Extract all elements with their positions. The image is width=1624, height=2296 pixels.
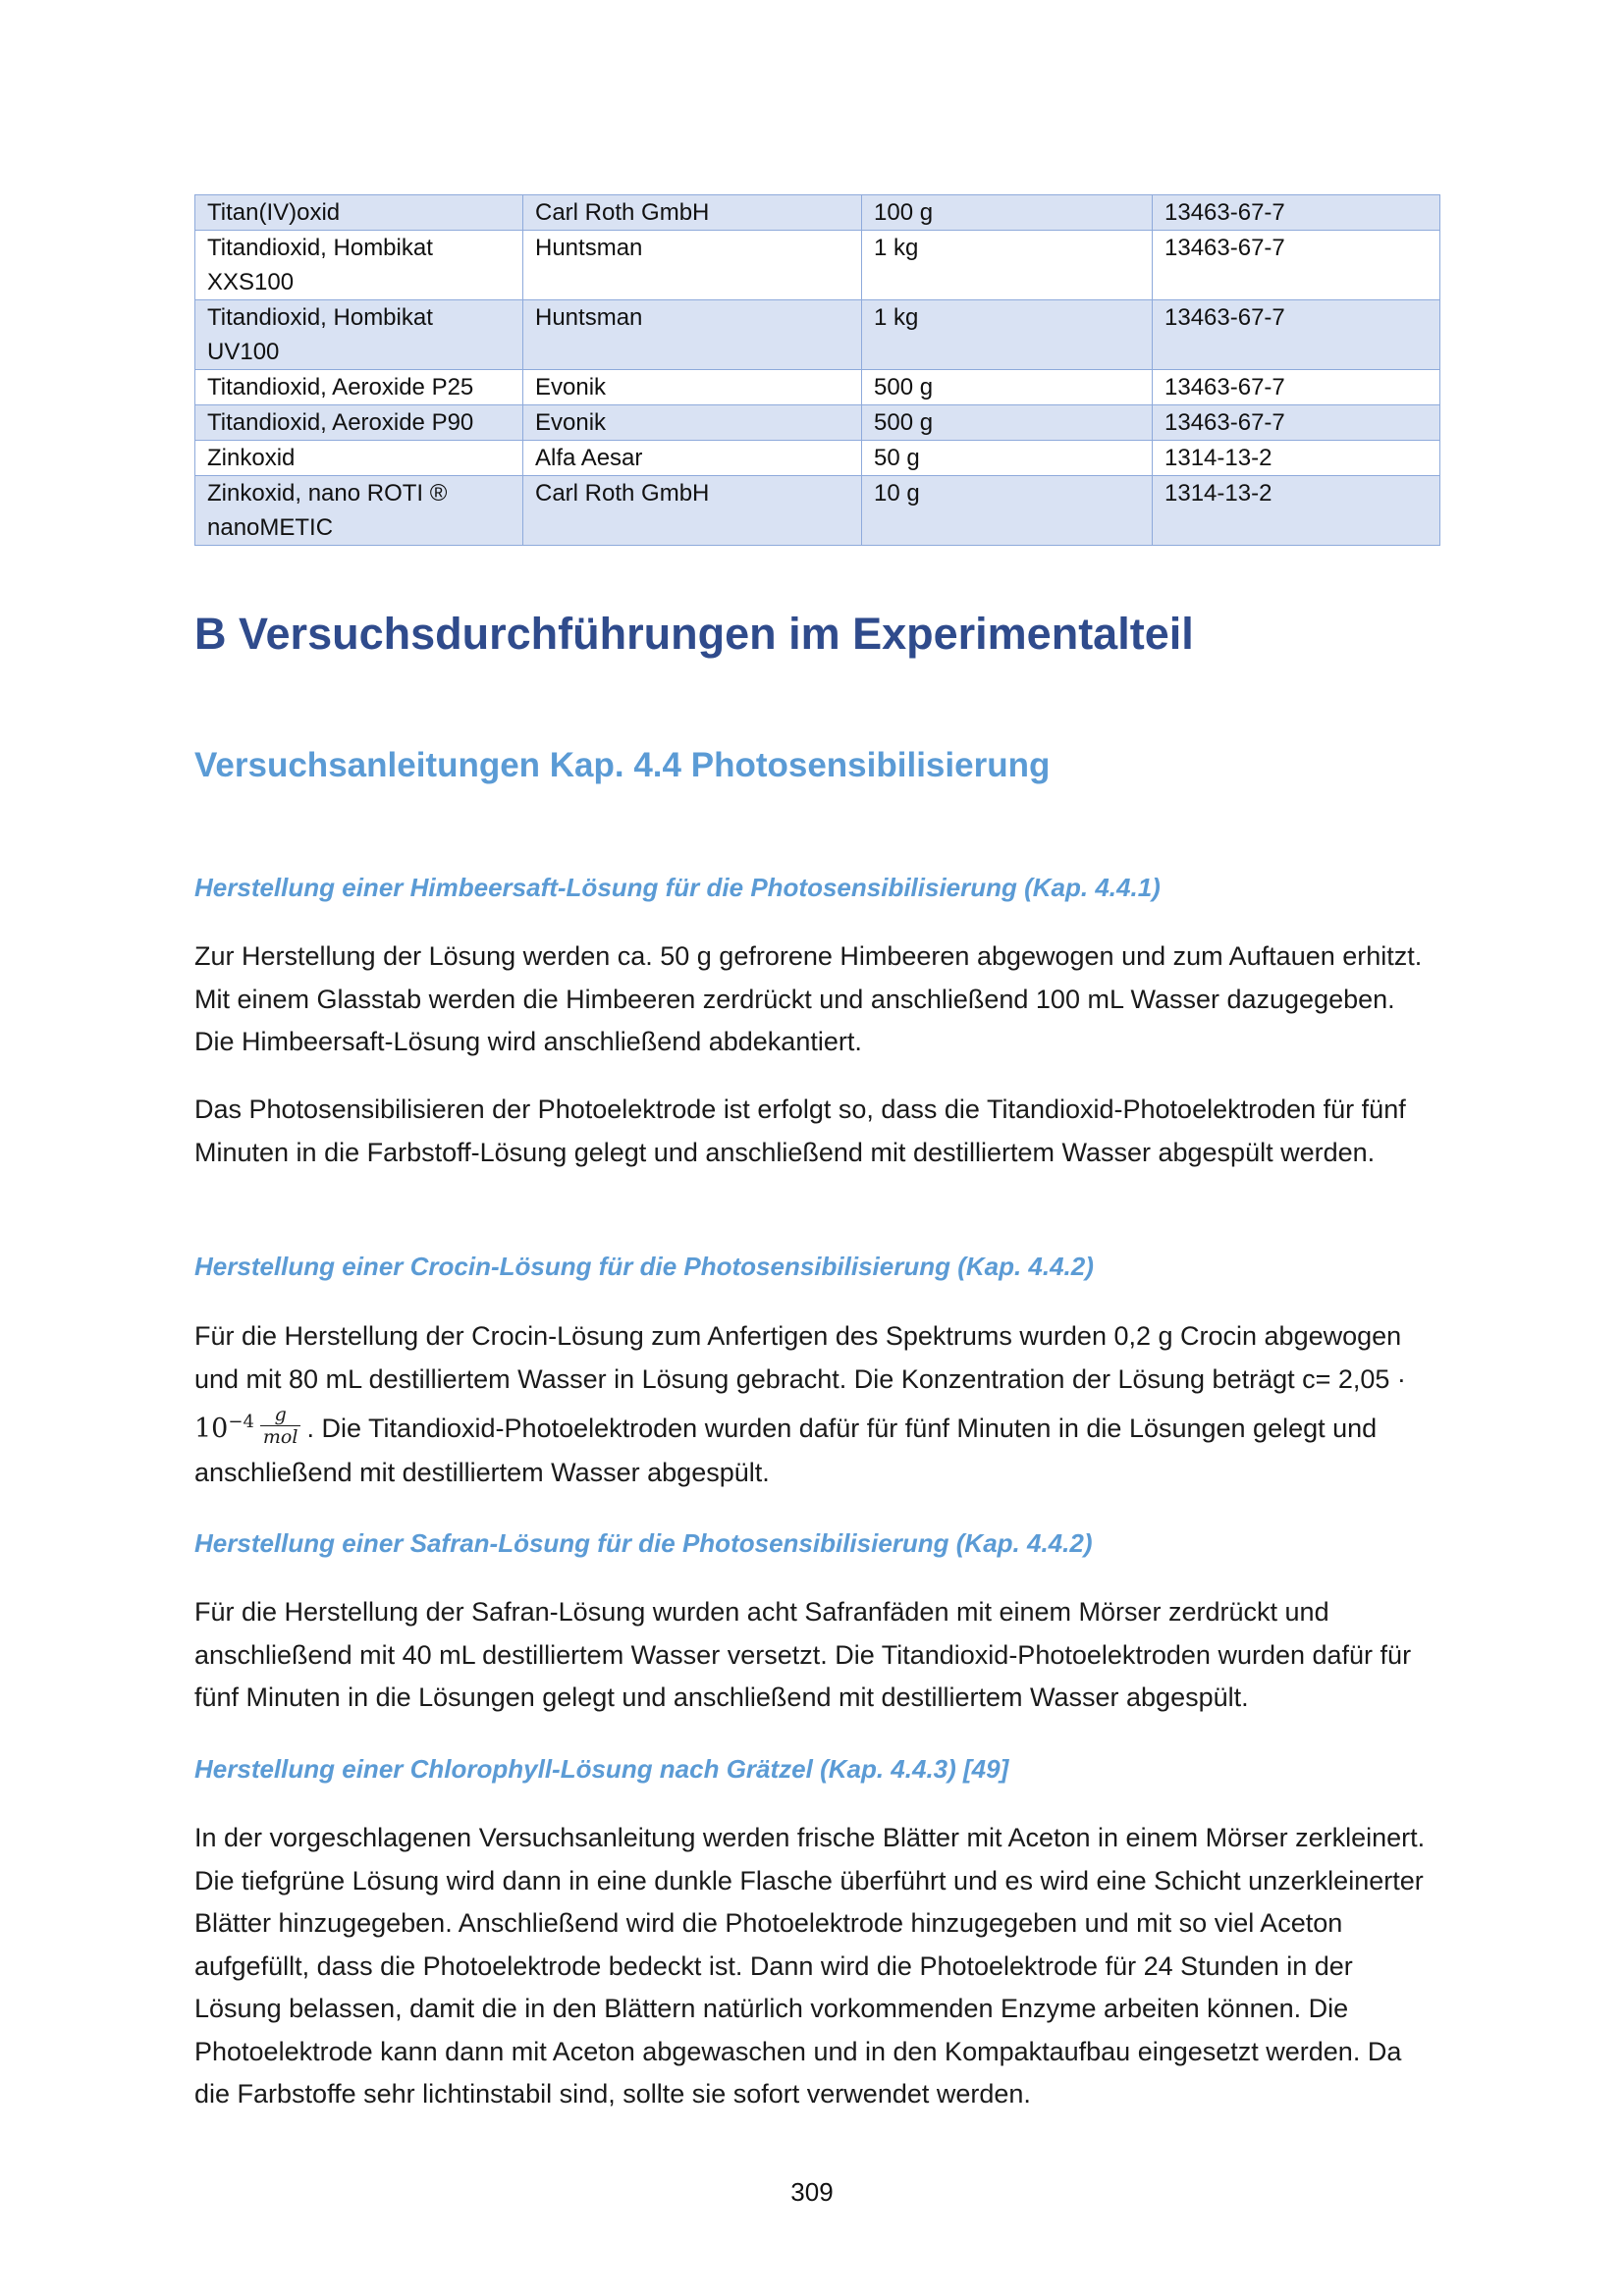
table-cell-amount: 50 g [862, 441, 1153, 476]
table-row [195, 476, 1440, 546]
table-cell-name: Titandioxid, Aeroxide P25 [195, 370, 523, 405]
crocin-text-before: Für die Herstellung der Crocin-Lösung zum Anfertigen des Spektrums wurden 0,2 g Crocin abgewogen und mit 80 mL destilliertem Wasser in Lösung gebracht. Die Konzentration der Lösung beträgt c= 2,05 · [194, 1321, 1406, 1394]
table-cell-cas: 13463-67-7 [1153, 300, 1440, 370]
table-row [195, 231, 1440, 300]
chapter-heading: B Versuchsdurchführungen im Experimentalteil [194, 609, 1194, 659]
table-cell-name: Zinkoxid [195, 441, 523, 476]
table-cell-supplier: Carl Roth GmbH [523, 476, 862, 546]
himbeer-heading: Herstellung einer Himbeersaft-Lösung für die Photosensibilisierung (Kap. 4.4.1) [194, 873, 1161, 902]
table-cell-name: Titandioxid, Aeroxide P90 [195, 405, 523, 441]
table-cell-amount: 10 g [862, 476, 1153, 546]
fraction-numerator: g [260, 1404, 301, 1426]
table-cell-name: Titandioxid, Hombikat XXS100 [195, 231, 523, 300]
table-cell-supplier: Huntsman [523, 300, 862, 370]
table-cell-supplier: Alfa Aesar [523, 441, 862, 476]
crocin-paragraph [194, 1315, 1441, 1495]
table-cell-amount: 500 g [862, 370, 1153, 405]
section-heading: Versuchsanleitungen Kap. 4.4 Photosensibilisierung [194, 746, 1051, 784]
safran-paragraph: Für die Herstellung der Safran-Lösung wurden acht Safranfäden mit einem Mörser zerdrückt und anschließend mit 40 mL destilliertem Wasser versetzt. Die Titandioxid-Photoelektroden wurden dafür für fünf Minuten in die Lösungen gelegt und anschließend mit destilliertem Wasser abgespült. [194, 1597, 1412, 1712]
crocin-text-after: . Die Titandioxid-Photoelektroden wurden dafür für fünf Minuten in die Lösungen gelegt und anschließend mit destilliertem Wasser abgespült. [194, 1414, 1378, 1488]
table-cell-cas: 13463-67-7 [1153, 231, 1440, 300]
table-cell-cas: 13463-67-7 [1153, 405, 1440, 441]
chemicals-table [194, 194, 1440, 546]
fraction-denominator: mol [262, 1426, 298, 1449]
table-cell-name: Zinkoxid, nano ROTI ® nanoMETIC [195, 476, 523, 546]
table-cell-amount: 100 g [862, 195, 1153, 231]
table-cell-supplier: Evonik [523, 405, 862, 441]
safran-heading: Herstellung einer Safran-Lösung für die Photosensibilisierung (Kap. 4.4.2) [194, 1528, 1093, 1558]
crocin-power-of-ten [194, 1414, 254, 1444]
crocin-unit-fraction [260, 1404, 301, 1448]
himbeer-paragraph-2: Das Photosensibilisieren der Photoelektrode ist erfolgt so, dass die Titandioxid-Photoelektroden für fünf Minuten in die Farbstoff-Lösung gelegt und anschließend mit destilliertem Wasser abgespült werden. [194, 1095, 1406, 1167]
table-cell-cas: 13463-67-7 [1153, 195, 1440, 231]
crocin-math-base: 10 [194, 1414, 229, 1444]
table-cell-amount: 1 kg [862, 231, 1153, 300]
table-cell-supplier: Carl Roth GmbH [523, 195, 862, 231]
table-cell-supplier: Huntsman [523, 231, 862, 300]
table-cell-amount: 500 g [862, 405, 1153, 441]
table-row [195, 370, 1440, 405]
page-number: 309 [790, 2177, 834, 2207]
table-row [195, 405, 1440, 441]
crocin-math-exponent: −4 [228, 1412, 254, 1432]
chlorophyll-heading: Herstellung einer Chlorophyll-Lösung nach Grätzel (Kap. 4.4.3) [49] [194, 1754, 1009, 1784]
table-cell-name: Titan(IV)oxid [195, 195, 523, 231]
crocin-heading: Herstellung einer Crocin-Lösung für die Photosensibilisierung (Kap. 4.4.2) [194, 1252, 1094, 1281]
table-cell-cas: 1314-13-2 [1153, 476, 1440, 546]
table-cell-name: Titandioxid, Hombikat UV100 [195, 300, 523, 370]
chlorophyll-paragraph: In der vorgeschlagenen Versuchsanleitung werden frische Blätter mit Aceton in einem Mörser zerkleinert. Die tiefgrüne Lösung wird dann in eine dunkle Flasche überführt und es wird eine Schicht unzerkleinerter Blätter hinzugegeben. Anschließend wird die Photoelektrode hinzugegeben und mit so viel Aceton aufgefüllt, dass die Photoelektrode bedeckt ist. Dann wird die Photoelektrode für 24 Stunden in der Lösung belassen, damit die in den Blättern natürlich vorkommenden Enzyme arbeiten können. Die Photoelektrode kann dann mit Aceton abgewaschen und in den Kompaktaufbau eingesetzt werden. Da die Farbstoffe sehr lichtinstabil sind, sollte sie sofort verwendet werden. [194, 1823, 1426, 2109]
table-cell-cas: 13463-67-7 [1153, 370, 1440, 405]
table-cell-supplier: Evonik [523, 370, 862, 405]
table-row [195, 441, 1440, 476]
table-row [195, 195, 1440, 231]
himbeer-paragraph-1: Zur Herstellung der Lösung werden ca. 50 g gefrorene Himbeeren abgewogen und zum Auftauen erhitzt. Mit einem Glasstab werden die Himbeeren zerdrückt und anschließend 100 mL Wasser dazugegeben. Die Himbeersaft-Lösung wird anschließend abdekantiert. [194, 941, 1423, 1056]
table-cell-cas: 1314-13-2 [1153, 441, 1440, 476]
table-row [195, 300, 1440, 370]
table-cell-amount: 1 kg [862, 300, 1153, 370]
